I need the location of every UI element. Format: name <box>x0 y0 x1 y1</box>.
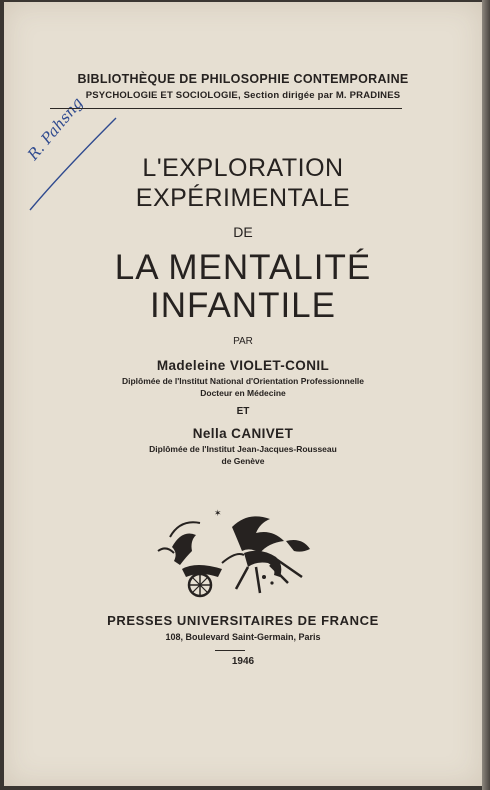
publication-year: 1946 <box>231 656 255 667</box>
by-label: PAR <box>233 336 253 347</box>
series-subtitle: PSYCHOLOGIE ET SOCIOLOGIE, Section dirigée par M. PRADINES <box>85 90 401 101</box>
and-label: ET <box>236 406 250 417</box>
author-1-name: Madeleine VIOLET-CONIL <box>156 358 330 373</box>
page-edge-shadow <box>482 0 490 790</box>
publisher-address: 108, Boulevard Saint-Germain, Paris <box>165 632 321 642</box>
title-line-2: EXPÉRIMENTALE <box>135 184 351 212</box>
title-page <box>4 2 482 786</box>
svg-text:✶: ✶ <box>214 509 222 519</box>
title-connector: DE <box>233 224 253 240</box>
author-1-credential-1: Diplômée de l'Institut National d'Orientation Professionnelle <box>121 376 365 386</box>
title-line-3: LA MENTALITÉ <box>114 248 372 287</box>
author-2-credential-2: de Genève <box>221 456 265 466</box>
title-line-4: INFANTILE <box>150 286 336 325</box>
series-title: BIBLIOTHÈQUE DE PHILOSOPHIE CONTEMPORAINE <box>77 72 409 86</box>
author-1-credential-2: Docteur en Médecine <box>200 388 286 398</box>
author-2-name: Nella CANIVET <box>192 426 294 441</box>
publisher-name: PRESSES UNIVERSITAIRES DE FRANCE <box>107 613 379 628</box>
header-rule <box>50 108 402 109</box>
signature-text: R. Pahsng <box>24 93 87 164</box>
author-2-credential-1: Diplômée de l'Institut Jean-Jacques-Rousseau <box>149 444 337 454</box>
publisher-chariot-logo <box>152 507 320 603</box>
year-rule <box>215 650 245 651</box>
title-line-1: L'EXPLORATION <box>142 154 344 182</box>
